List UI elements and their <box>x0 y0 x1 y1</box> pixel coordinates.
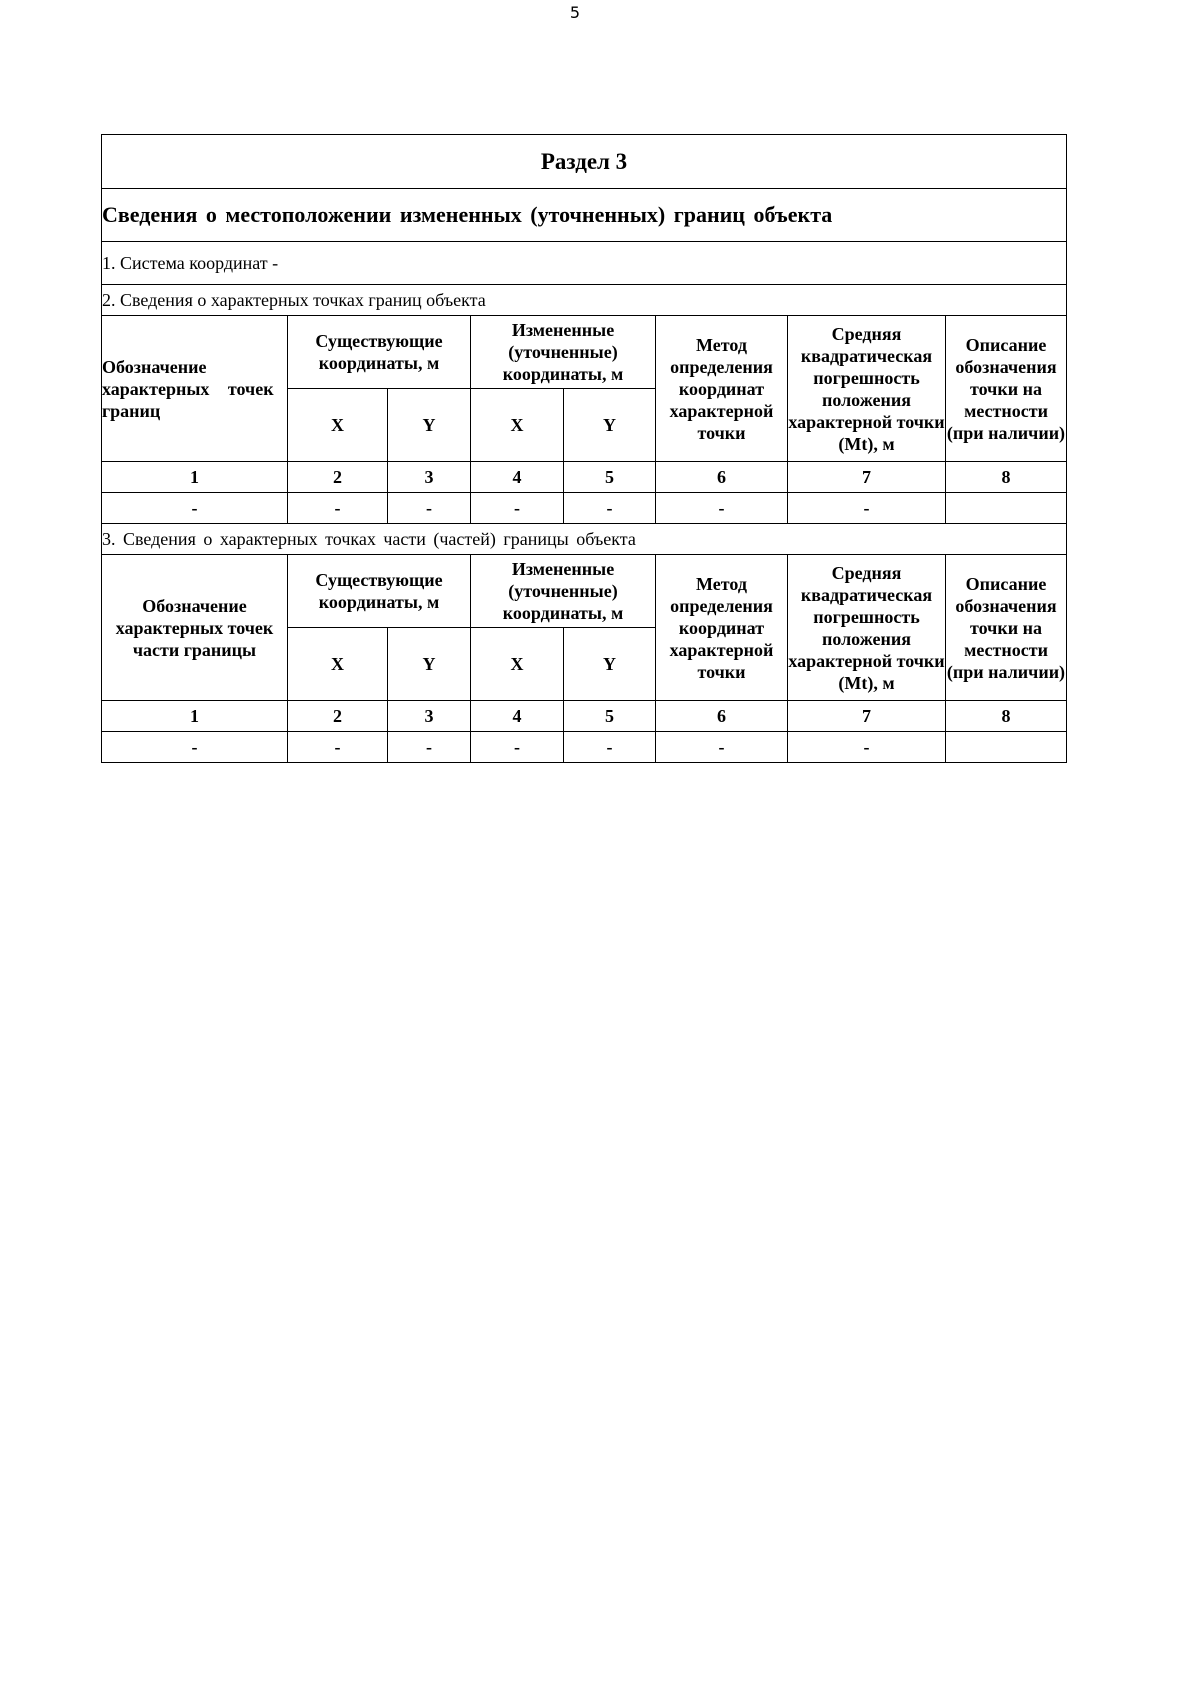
table1-data-row <box>102 493 1067 524</box>
column-number: 2 <box>288 462 388 493</box>
column-number: 8 <box>946 701 1067 732</box>
table2-column-numbers-row <box>102 701 1067 732</box>
table-cell: - <box>388 493 471 524</box>
table2-header-changed-x: X <box>471 628 564 701</box>
table-cell <box>946 732 1067 763</box>
table-cell: - <box>471 493 564 524</box>
table2-caption: 3. Сведения о характерных точках части (частей) границы объекта <box>102 524 1067 555</box>
column-number: 7 <box>788 462 946 493</box>
table-cell: - <box>788 493 946 524</box>
column-number: 3 <box>388 701 471 732</box>
table-cell: - <box>288 732 388 763</box>
coordinate-system-line: 1. Система координат - <box>102 242 1067 285</box>
column-number: 1 <box>102 701 288 732</box>
table-cell: - <box>788 732 946 763</box>
table1-header-existing: Существующие координаты, м <box>288 316 471 389</box>
table-cell <box>946 493 1067 524</box>
table2-header-changed-y: Y <box>564 628 656 701</box>
table2-header-error: Средняя квадратическая погрешность положения характерной точки (Mt), м <box>788 555 946 701</box>
table-cell: - <box>471 732 564 763</box>
table1-caption: 2. Сведения о характерных точках границ объекта <box>102 285 1067 316</box>
table-cell: - <box>102 732 288 763</box>
column-number: 6 <box>656 701 788 732</box>
table-cell: - <box>388 732 471 763</box>
table1-header-method: Метод определения координат характерной точки <box>656 316 788 462</box>
table-cell: - <box>288 493 388 524</box>
table1-header-changed-y: Y <box>564 389 656 462</box>
table1-header-description: Описание обозначения точки на местности (при наличии) <box>946 316 1067 462</box>
column-number: 2 <box>288 701 388 732</box>
column-number: 1 <box>102 462 288 493</box>
table2-data-row <box>102 732 1067 763</box>
column-number: 5 <box>564 462 656 493</box>
table-cell: - <box>656 493 788 524</box>
table1-header-existing-y: Y <box>388 389 471 462</box>
table2-header-existing-y: Y <box>388 628 471 701</box>
column-number: 3 <box>388 462 471 493</box>
table-cell: - <box>102 493 288 524</box>
table2-header-existing-x: X <box>288 628 388 701</box>
table1-header-error: Средняя квадратическая погрешность положения характерной точки (Mt), м <box>788 316 946 462</box>
table-cell: - <box>564 493 656 524</box>
column-number: 7 <box>788 701 946 732</box>
section-subtitle: Сведения о местоположении измененных (уточненных) границ объекта <box>102 189 1067 242</box>
column-number: 4 <box>471 701 564 732</box>
table2-header-description: Описание обозначения точки на местности (при наличии) <box>946 555 1067 701</box>
table2-header-existing: Существующие координаты, м <box>288 555 471 628</box>
table-cell: - <box>564 732 656 763</box>
table1-header-existing-x: X <box>288 389 388 462</box>
column-number: 5 <box>564 701 656 732</box>
table1-header-designation: Обозначение характерных точек границ <box>102 316 288 462</box>
table1-header-changed: Измененные (уточненные) координаты, м <box>471 316 656 389</box>
table2-header-changed: Измененные (уточненные) координаты, м <box>471 555 656 628</box>
table-cell: - <box>656 732 788 763</box>
table2-header-method: Метод определения координат характерной точки <box>656 555 788 701</box>
column-number: 6 <box>656 462 788 493</box>
page-number: 5 <box>569 3 581 22</box>
column-number: 8 <box>946 462 1067 493</box>
table2-header-designation: Обозначение характерных точек части границы <box>102 555 288 701</box>
column-number: 4 <box>471 462 564 493</box>
section-title: Раздел 3 <box>102 135 1067 189</box>
table1-column-numbers-row <box>102 462 1067 493</box>
section-table <box>101 134 1067 763</box>
table1-header-changed-x: X <box>471 389 564 462</box>
